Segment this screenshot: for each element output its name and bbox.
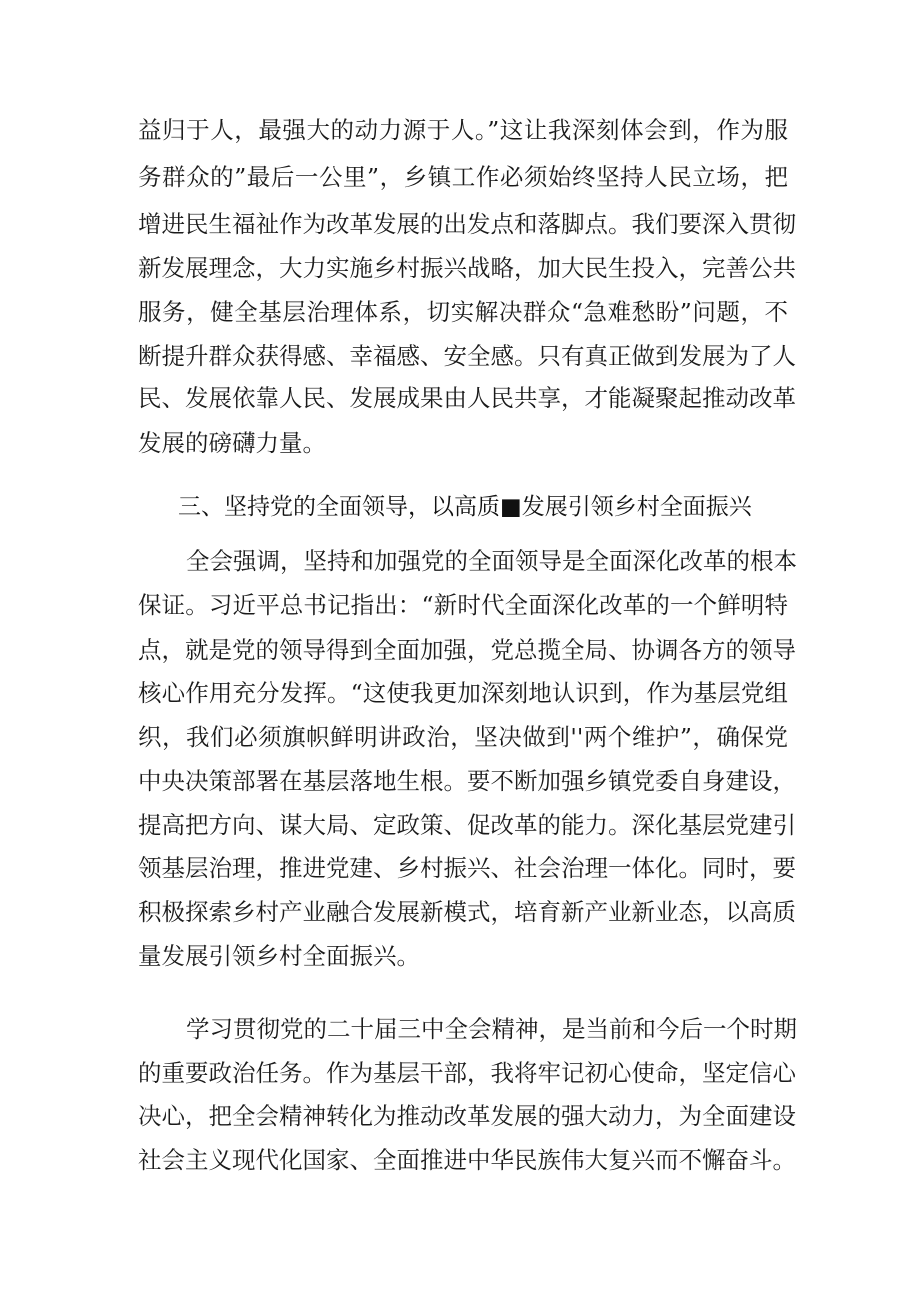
paragraph-1-line: 断提升群众获得感、幸福感、安全感。只有真正做到发展为了人 (138, 342, 796, 370)
paragraph-1-line: 务群众的”最后一公里”，乡镇工作必须始终坚持人民立场，把 (138, 163, 788, 191)
paragraph-1-line: 益归于人，最强大的动力源于人。”这让我深刻体会到，作为服 (138, 116, 788, 144)
paragraph-2-line: 保证。习近平总书记指出：“新时代全面深化改革的一个鲜明特 (138, 591, 788, 619)
paragraph-2-line: 量发展引领乡村全面振兴。 (138, 942, 420, 970)
paragraph-1-line: 发展的磅礴力量。 (138, 429, 326, 457)
paragraph-2-line: 中央决策部署在基层落地生根。要不断加强乡镇党委自身建设， (138, 767, 796, 795)
paragraph-1-line: 增进民生福祉作为改革发展的出发点和落脚点。我们要深入贯彻 (138, 210, 796, 238)
paragraph-2-line: 点，就是党的领导得到全面加强，党总揽全局、协调各方的领导 (138, 636, 796, 664)
paragraph-2-line: 积极探索乡村产业融合发展新模式，培育新产业新业态，以高质 (138, 898, 796, 926)
section-heading: 三、坚持党的全面领导，以高质■发展引领乡村全面振兴 (178, 494, 752, 520)
paragraph-3-line: 决心，把全会精神转化为推动改革发展的强大动力，为全面建设 (138, 1102, 796, 1130)
paragraph-2-line: 织，我们必须旗帜鲜明讲政治，坚决做到''两个维护”，确保党 (138, 723, 788, 751)
paragraph-1-line: 民、发展依靠人民、发展成果由人民共享，才能凝聚起推动改革 (138, 384, 796, 412)
paragraph-2-line: 全会强调，坚持和加强党的全面领导是全面深化改革的根本 (186, 547, 797, 575)
paragraph-3-line: 社会主义现代化国家、全面推进中华民族伟大复兴而不懈奋斗。 (138, 1146, 796, 1174)
paragraph-3-line: 学习贯彻党的二十届三中全会精神，是当前和今后一个时期 (186, 1015, 797, 1043)
paragraph-2-line: 核心作用充分发挥。“这使我更加深刻地认识到，作为基层党组 (138, 679, 788, 707)
paragraph-3-line: 的重要政治任务。作为基层干部，我将牢记初心使命，坚定信心 (138, 1059, 796, 1087)
paragraph-2-line: 领基层治理，推进党建、乡村振兴、社会治理一体化。同时，要 (138, 854, 796, 882)
paragraph-2-line: 提高把方向、谋大局、定政策、促改革的能力。深化基层党建引 (138, 811, 796, 839)
paragraph-1-line: 新发展理念，大力实施乡村振兴战略，加大民生投入，完善公共 (138, 254, 796, 282)
paragraph-1-line: 服务，健全基层治理体系，切实解决群众“急难愁盼”问题，不 (138, 298, 788, 326)
